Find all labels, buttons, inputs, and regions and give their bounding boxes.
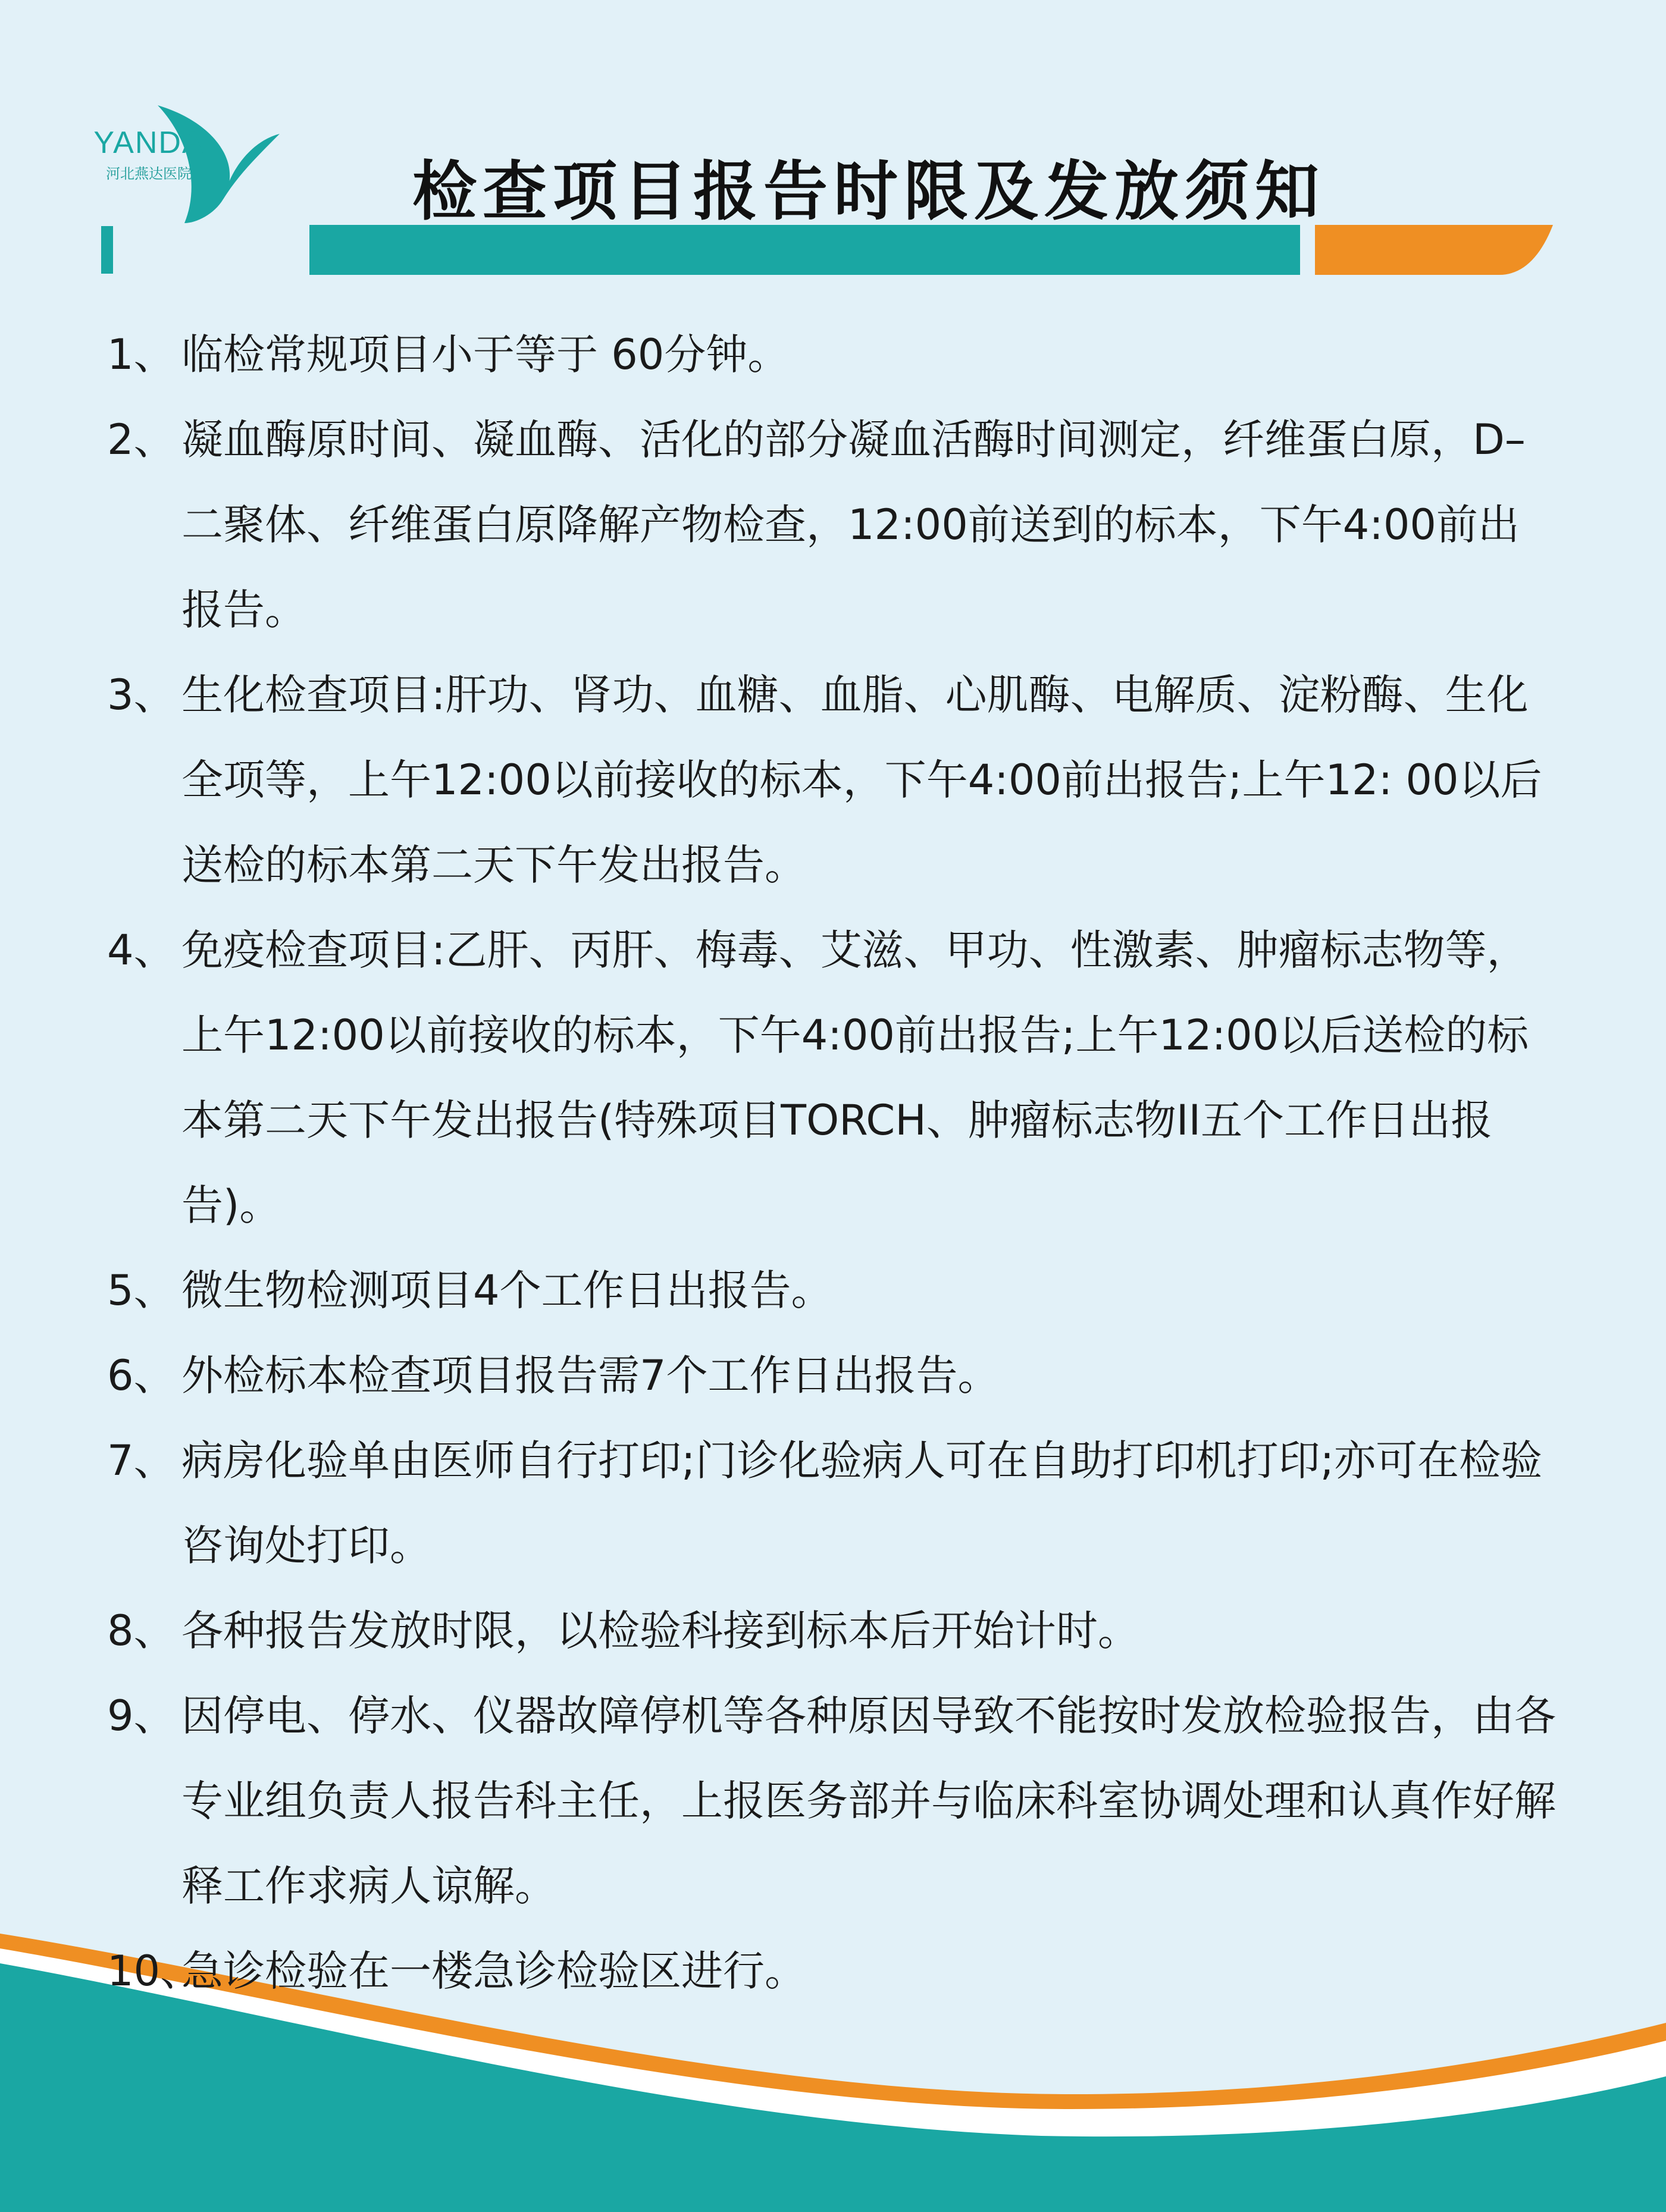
item-text: 因停电、停水、仪器故障停机等各种原因导致不能按时发放检验报告，由各专业组负责人报告科主任，上报医务部并与临床科室协调处理和认真作好解释工作求病人谅解。 — [181, 1691, 1556, 1910]
notice-list — [107, 312, 1559, 2014]
list-item — [107, 1674, 1559, 1929]
item-number: 9、 — [107, 1691, 176, 1740]
item-text: 病房化验单由医师自行打印;门诊化验病人可在自助打印机打印;亦可在检验咨询处打印。 — [181, 1436, 1543, 1570]
item-text: 各种报告发放时限，以检验科接到标本后开始计时。 — [181, 1606, 1139, 1655]
header-bar-teal — [309, 225, 1300, 275]
list-item — [107, 1929, 1559, 2014]
item-text: 外检标本检查项目报告需7个工作日出报告。 — [181, 1351, 1000, 1400]
item-number: 5、 — [107, 1266, 176, 1315]
logo-accent-bar — [101, 226, 113, 274]
item-text: 微生物检测项目4个工作日出报告。 — [181, 1266, 833, 1315]
list-item — [107, 653, 1559, 908]
list-item — [107, 312, 1559, 397]
brand-name: YANDA — [93, 126, 204, 160]
list-item — [107, 1333, 1559, 1418]
item-text: 急诊检验在一楼急诊检验区进行。 — [181, 1947, 806, 1995]
list-item — [107, 1588, 1559, 1674]
list-item — [107, 1418, 1559, 1588]
item-number: 1、 — [107, 330, 176, 379]
item-number: 2、 — [107, 415, 176, 464]
item-number: 6、 — [107, 1351, 176, 1400]
item-text: 凝血酶原时间、凝血酶、活化的部分凝血活酶时间测定，纤维蛋白原，D–二聚体、纤维蛋白原降解产物检查，12:00前送到的标本，下午4:00前出报告。 — [181, 415, 1526, 634]
list-item — [107, 1248, 1559, 1333]
item-number: 7、 — [107, 1436, 176, 1485]
item-number: 8、 — [107, 1606, 176, 1655]
item-number: 10、 — [107, 1947, 202, 1995]
item-text: 免疫检查项目:乙肝、丙肝、梅毒、艾滋、甲功、性激素、肿瘤标志物等，上午12:00以前接收的标本，下午4:00前出报告;上午12:00以后送检的标本第二天下午发出报告(特殊项目TORCH、肿瘤标志物II五个工作日出报告)。 — [181, 926, 1529, 1230]
item-text: 生化检查项目:肝功、肾功、血糖、血脂、心肌酶、电解质、淀粉酶、生化全项等，上午12:00以前接收的标本，下午4:00前出报告;上午12: 00以后送检的标本第二天下午发出报告。 — [181, 671, 1542, 889]
hospital-name: 河北燕达医院 — [106, 165, 192, 182]
item-number: 4、 — [107, 926, 176, 975]
page-title: 检查项目报告时限及发放须知 — [412, 155, 1325, 229]
list-item — [107, 908, 1559, 1248]
list-item — [107, 397, 1559, 653]
item-text: 临检常规项目小于等于 60分钟。 — [181, 330, 790, 379]
item-number: 3、 — [107, 671, 176, 719]
